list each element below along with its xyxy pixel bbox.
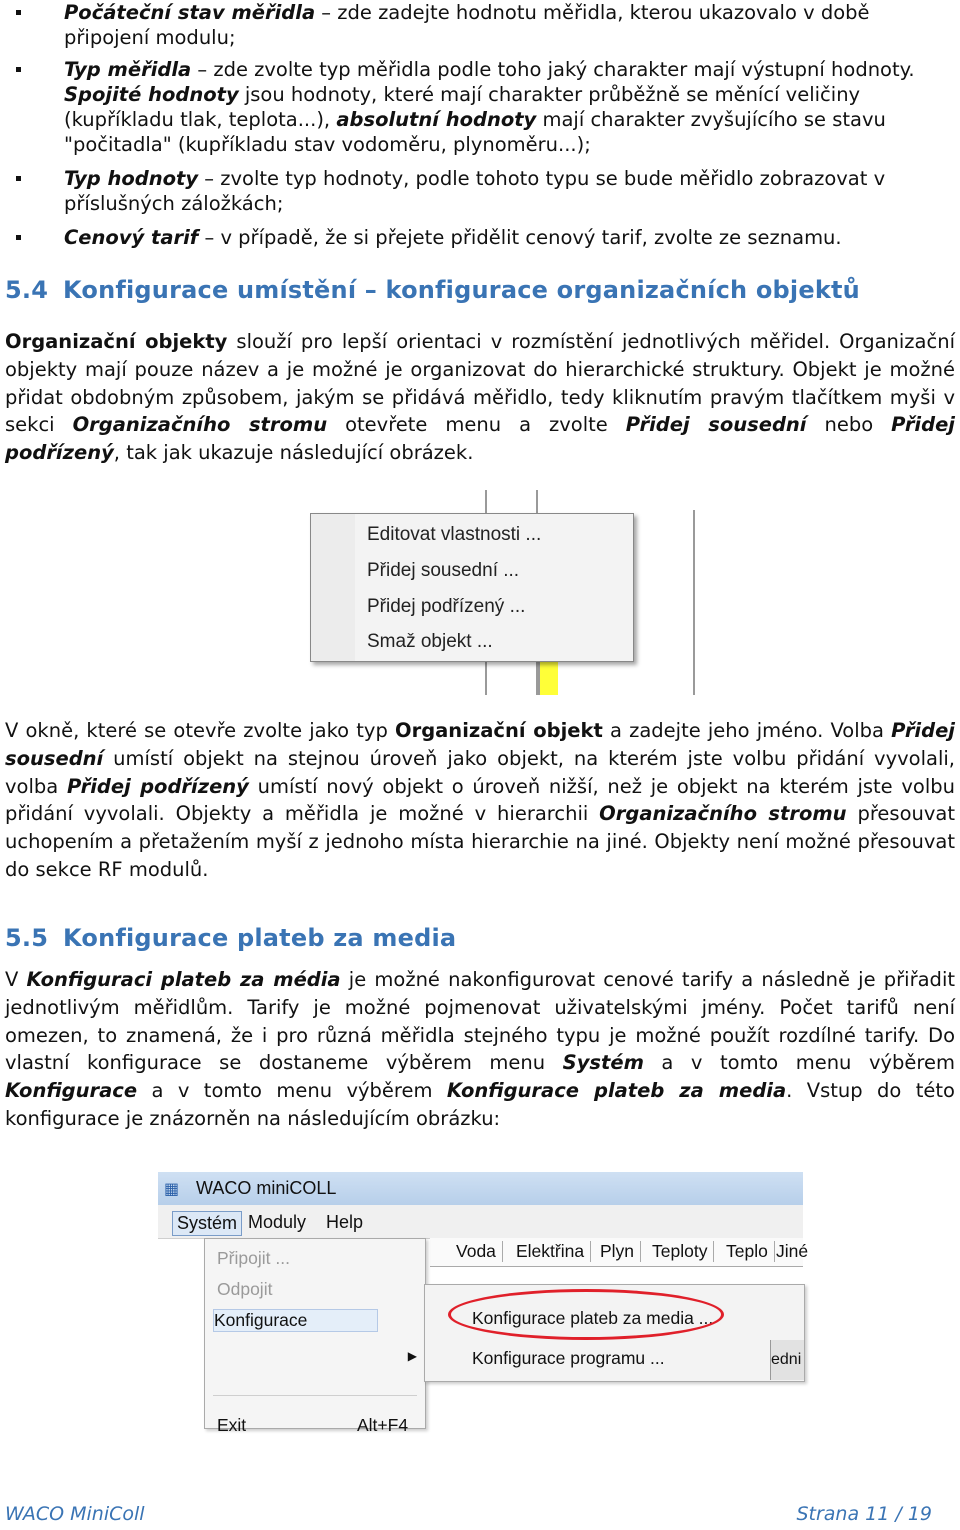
menu-system[interactable]: Systém (172, 1211, 242, 1236)
context-menu-screenshot (367, 490, 695, 695)
divider (693, 510, 695, 695)
paragraph: V okně, které se otevře zvolte jako typ Organizační objekt a zadejte jeho jméno. Volba Přidej sousední umístí objekt na stejnou úroveň jako objekt, na kterém jste volbu přidání vyvolali, volba Přidej podřízený umístí nový objekt o úroveň nižší, než je objekt na kterém jste volbu přidání vyvolali. Objekty a měřidla je možné v hierarchii Organizačního stromu přesouvat uchopením a přetažením myší z jednoho místa hierarchie na jiné. Objekty není možné přesouvat do sekce RF modulů. (5, 719, 956, 881)
submenu-arrow-icon: ▶ (407, 1349, 417, 1363)
section-heading: 5.4 Konfigurace umístění – konfigurace organizačních objektů (5, 276, 860, 304)
menu-item-program-config[interactable]: Konfigurace programu ... (472, 1348, 665, 1368)
bullet-item: Cenový tarif – v případě, že si přejete přidělit cenový tarif, zvolte ze seznamu. (64, 225, 956, 250)
title-bar (158, 1172, 803, 1205)
menu-item-configuration[interactable]: Konfigurace (213, 1309, 378, 1332)
paragraph: V Konfiguraci plateb za média je možné nakonfigurovat cenové tarify a následně je přiřadit jednotlivým měřidlům. Tarify je možné pojmenovat uživatelskými jmény. Počet tarifů není omezen, to znamená, že i pro různá měřidla stejného typu je možné použít rozdílné tarify. Do vlastní konfigurace se dostaneme výběrem menu Systém a v tomto menu výběrem Konfigurace a v tomto menu výběrem Konfigurace plateb za media. Vstup do této konfigurace je znázorněn na následujícím obrázku: (5, 968, 956, 1130)
paragraph: Organizační objekty slouží pro lepší orientaci v rozmístění jednotlivých měřidel. Organizační objekty mají pouze název a je možné je organizovat do hierarchické struktury. Objekt je možné přidat obdobným způsobem, jakým se přidává měřidlo, tedy kliknutím pravým tlačítkem myši v sekci Organizačního stromu otevřete menu a zvolte Přidej sousední nebo Přidej podřízený, tak jak ukazuje následující obrázek. (5, 330, 955, 465)
bullet-item: Typ měřidla – zde zvolte typ měřidla podle toho jaký charakter mají výstupní hodnoty. Spojité hodnoty jsou hodnoty, které mají charakter průběžně se měnící veličiny (kupříkladu tlak, teplota...), absolutní hodnoty mají charakter zvyšujícího se stavu "počitadla" (kupříkladu stav vodoměru, plynoměru...); (64, 57, 956, 157)
tab-voda[interactable]: Voda (456, 1241, 503, 1262)
tab-jine[interactable]: Jiné (776, 1241, 809, 1261)
system-dropdown (204, 1238, 426, 1435)
menu-help[interactable]: Help (326, 1212, 364, 1232)
tab-teploty[interactable]: Teploty (652, 1241, 714, 1262)
bullet-item: Počáteční stav měřidla – zde zadejte hodnotu měřidla, kterou ukazovalo v době připojení modulu; (64, 0, 956, 50)
window-title: WACO miniCOLL (196, 1178, 337, 1198)
app-window-screenshot (158, 1172, 809, 1435)
shortcut-label: Alt+F4 (357, 1415, 409, 1435)
tab-strip (430, 1238, 809, 1267)
section-heading: 5.5 Konfigurace plateb za media (5, 924, 457, 952)
menu-item-edit[interactable]: Editovat vlastnosti ... (367, 524, 542, 545)
app-icon: ▦ (164, 1179, 180, 1198)
menu-item-add-child[interactable]: Přidej podřízený ... (367, 596, 526, 617)
menu-separator (213, 1395, 417, 1396)
context-menu (310, 513, 634, 662)
menu-item-exit[interactable]: Exit (217, 1415, 247, 1435)
highlight-oval (448, 1289, 724, 1340)
menu-modules[interactable]: Moduly (248, 1212, 307, 1232)
footer-left: WACO MiniColl (5, 1503, 145, 1525)
bullet-item: Typ hodnoty – zvolte typ hodnoty, podle tohoto typu se bude měřidlo zobrazovat v příslušných záložkách; (64, 166, 956, 216)
footer-page-number: Strana 11 / 19 (796, 1503, 932, 1525)
tab-plyn[interactable]: Plyn (600, 1241, 641, 1262)
menu-item-delete[interactable]: Smaž objekt ... (367, 631, 493, 652)
menu-item-add-sibling[interactable]: Přidej sousední ... (367, 560, 520, 581)
tab-elektrina[interactable]: Elektřina (516, 1241, 591, 1262)
menu-bar (158, 1205, 803, 1239)
menu-item-payment-config[interactable]: Konfigurace plateb za media ... (472, 1308, 714, 1328)
tab-teplo[interactable]: Teplo (726, 1241, 775, 1262)
menu-item-connect[interactable]: Připojit ... (217, 1248, 290, 1268)
partial-label: edni (771, 1351, 802, 1368)
menu-item-disconnect[interactable]: Odpojit (217, 1279, 273, 1299)
